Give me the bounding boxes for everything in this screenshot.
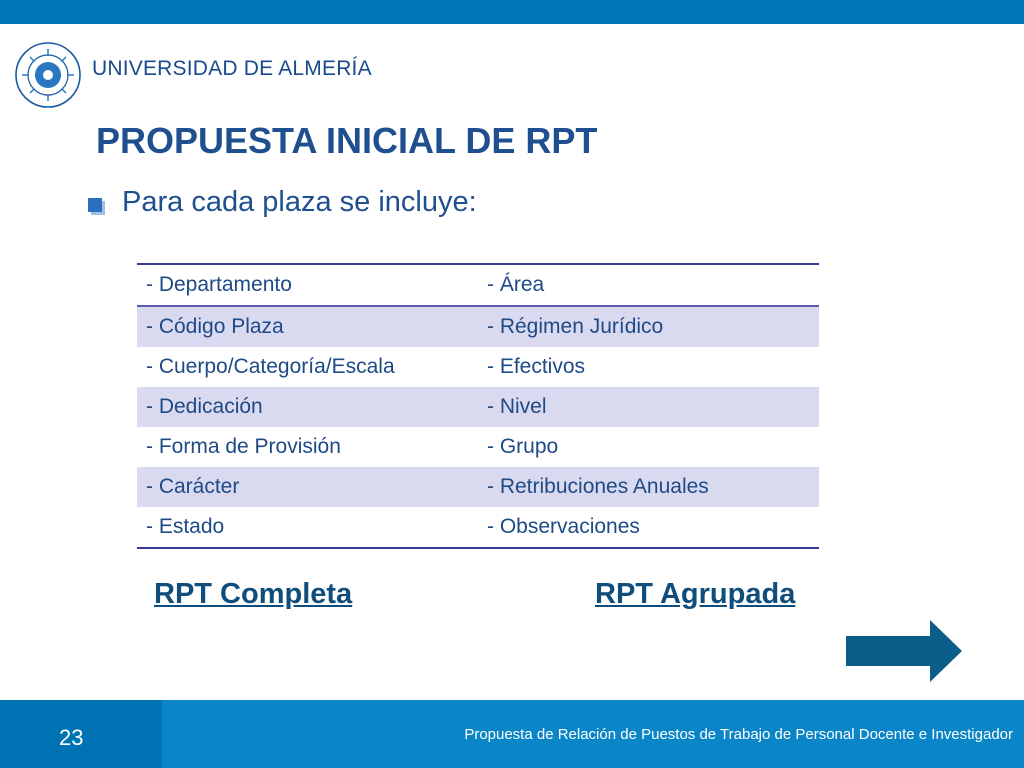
table-row — [137, 264, 819, 306]
table-row — [137, 507, 819, 548]
university-seal-icon — [14, 41, 82, 109]
table-cell: - Régimen Jurídico — [478, 306, 819, 347]
table-cell: - Área — [478, 264, 819, 306]
table-row — [137, 427, 819, 467]
right-arrow-icon[interactable] — [846, 620, 962, 682]
table-cell: - Dedicación — [137, 387, 478, 427]
slide-number: 23 — [59, 725, 84, 750]
rpt-completa-link[interactable]: RPT Completa — [154, 578, 353, 610]
footer-title: Propuesta de Relación de Puestos de Trabajo de Personal Docente e Investigador — [464, 726, 1013, 743]
bullet-item — [88, 186, 477, 219]
slide-title: PROPUESTA INICIAL DE RPT — [96, 120, 598, 161]
table-cell: - Código Plaza — [137, 306, 478, 347]
table-row — [137, 306, 819, 347]
table-cell: - Retribuciones Anuales — [478, 467, 819, 507]
table-cell: - Departamento — [137, 264, 478, 306]
table-cell: - Carácter — [137, 467, 478, 507]
bullet-text: Para cada plaza se incluye: — [122, 186, 477, 218]
table-cell: - Observaciones — [478, 507, 819, 548]
table-cell: - Forma de Provisión — [137, 427, 478, 467]
table-row — [137, 347, 819, 387]
university-name: UNIVERSIDAD DE ALMERÍA — [92, 57, 372, 80]
rpt-fields-table — [137, 263, 819, 549]
table-cell: - Nivel — [478, 387, 819, 427]
table-cell: - Estado — [137, 507, 478, 548]
table-row — [137, 387, 819, 427]
slide-number-box — [0, 700, 162, 768]
top-color-band — [0, 0, 1024, 24]
square-bullet-icon — [88, 198, 102, 212]
table-row — [137, 467, 819, 507]
footer-bar — [0, 700, 1024, 768]
table-cell: - Grupo — [478, 427, 819, 467]
table-cell: - Efectivos — [478, 347, 819, 387]
table-cell: - Cuerpo/Categoría/Escala — [137, 347, 478, 387]
rpt-agrupada-link[interactable]: RPT Agrupada — [595, 578, 796, 610]
